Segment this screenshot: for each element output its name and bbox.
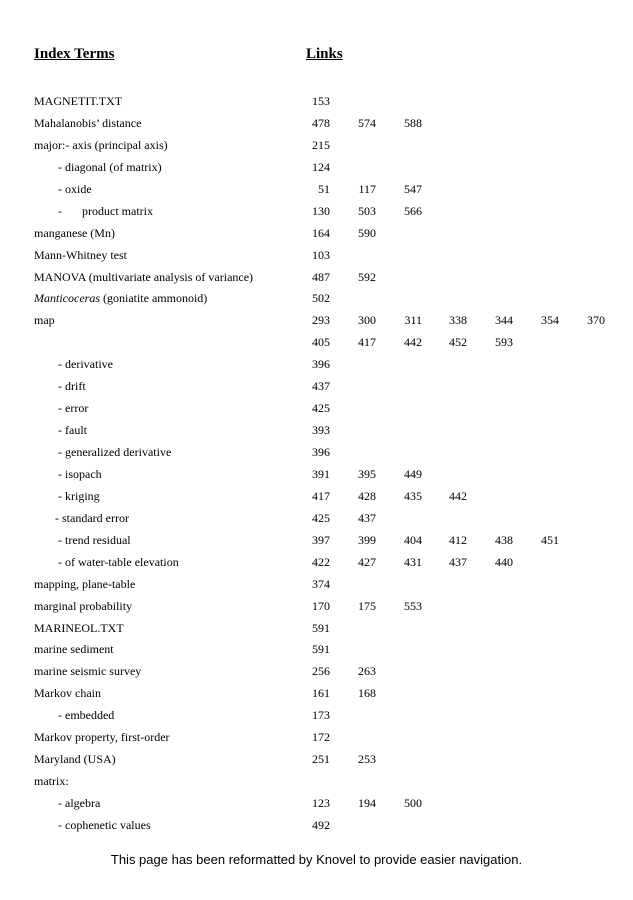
index-term: marine seismic survey xyxy=(34,664,142,679)
index-term: - algebra xyxy=(58,796,101,810)
page-link[interactable]: 417 xyxy=(312,488,330,503)
page-link[interactable]: 253 xyxy=(358,752,376,767)
index-term: - generalized derivative xyxy=(58,445,172,459)
index-term-dash: - xyxy=(58,203,62,218)
page-link[interactable]: 425 xyxy=(312,510,330,525)
index-term xyxy=(34,288,207,310)
page-link[interactable]: 502 xyxy=(312,291,330,306)
page-link[interactable]: 593 xyxy=(495,335,513,350)
index-row xyxy=(0,574,633,596)
index-term: - standard error xyxy=(55,510,129,525)
page-link[interactable]: 399 xyxy=(358,532,376,547)
index-list xyxy=(0,91,633,837)
index-term-sub: product matrix xyxy=(82,203,153,218)
index-row xyxy=(0,420,633,442)
index-term: - cophenetic values xyxy=(58,817,151,832)
page-link[interactable]: 251 xyxy=(312,752,330,767)
index-term: - isopach xyxy=(58,466,102,481)
page-link[interactable]: 425 xyxy=(312,401,330,416)
index-row xyxy=(0,639,633,661)
page-link[interactable]: 451 xyxy=(541,532,559,547)
page-link[interactable]: 405 xyxy=(312,335,330,350)
index-term: - kriging xyxy=(58,488,100,503)
index-term: - error xyxy=(58,401,89,416)
page-link[interactable]: 153 xyxy=(312,94,330,108)
page-link[interactable]: 300 xyxy=(358,313,376,328)
page-link[interactable]: 124 xyxy=(312,159,330,174)
page-link[interactable]: 117 xyxy=(358,181,376,196)
index-term: Markov property, first-order xyxy=(34,730,170,745)
index-row xyxy=(0,398,633,420)
page-link[interactable]: 547 xyxy=(404,181,422,196)
index-term: major:- axis (principal axis) xyxy=(34,137,168,152)
index-row xyxy=(0,201,633,223)
page-link[interactable]: 417 xyxy=(358,335,376,350)
page-link[interactable]: 293 xyxy=(312,313,330,328)
index-term: Markov chain xyxy=(34,686,101,701)
page-link[interactable]: 428 xyxy=(358,488,376,503)
page-link[interactable]: 175 xyxy=(358,598,376,613)
page-link[interactable]: 590 xyxy=(358,225,376,240)
page-link[interactable]: 103 xyxy=(312,247,330,262)
index-term: Mahalanobis’ distance xyxy=(34,115,142,130)
page-link[interactable]: 397 xyxy=(312,532,330,547)
page-link[interactable]: 591 xyxy=(312,642,330,657)
index-row xyxy=(0,135,633,157)
page-link[interactable]: 161 xyxy=(312,686,330,701)
page-link[interactable]: 500 xyxy=(404,796,422,810)
page-link[interactable]: 172 xyxy=(312,730,330,745)
page-link[interactable]: 130 xyxy=(312,203,330,218)
page-link[interactable]: 123 xyxy=(312,796,330,810)
index-row xyxy=(0,661,633,683)
index-term: MANOVA (multivariate analysis of variance) xyxy=(34,269,254,284)
index-term: marginal probability xyxy=(34,598,133,613)
page-link[interactable]: 492 xyxy=(312,817,330,832)
index-term: mapping, plane-table xyxy=(34,576,136,591)
page-link[interactable]: 396 xyxy=(312,445,330,459)
index-row xyxy=(0,793,633,815)
index-term: MARINEOL.TXT xyxy=(34,620,124,635)
index-row xyxy=(0,552,633,574)
page-link[interactable]: 354 xyxy=(541,313,559,328)
index-terms-header: Index Terms xyxy=(34,46,115,62)
page-link[interactable]: 338 xyxy=(449,313,467,328)
index-row xyxy=(0,749,633,771)
index-row xyxy=(0,771,633,793)
index-row xyxy=(0,113,633,135)
page-link[interactable]: 422 xyxy=(312,554,330,569)
page-link[interactable]: 370 xyxy=(587,313,605,328)
index-term-rest: (goniatite ammonoid) xyxy=(99,291,208,306)
index-row xyxy=(0,486,633,508)
index-row xyxy=(0,618,633,640)
index-row xyxy=(0,288,633,310)
page-link[interactable]: 256 xyxy=(312,664,330,679)
index-term: Mann-Whitney test xyxy=(34,247,127,262)
index-row xyxy=(0,223,633,245)
page-link[interactable]: 168 xyxy=(358,686,376,701)
index-row xyxy=(0,442,633,464)
page-link[interactable]: 442 xyxy=(404,335,422,350)
page-link[interactable]: 478 xyxy=(312,115,330,130)
page-link[interactable]: 396 xyxy=(312,357,330,372)
index-term: - derivative xyxy=(58,357,113,372)
index-row xyxy=(0,727,633,749)
index-row xyxy=(0,332,633,354)
index-term: - embedded xyxy=(58,708,115,723)
index-term: - trend residual xyxy=(58,532,131,547)
page-link[interactable]: 442 xyxy=(449,488,467,503)
page-link[interactable]: 427 xyxy=(358,554,376,569)
page-link[interactable]: 487 xyxy=(312,269,330,284)
page-link[interactable]: 164 xyxy=(312,225,330,240)
page-link[interactable]: 170 xyxy=(312,598,330,613)
index-term: - fault xyxy=(58,423,87,438)
page-link[interactable]: 51 xyxy=(318,181,330,196)
index-row xyxy=(0,245,633,267)
page-link[interactable]: 311 xyxy=(404,313,422,328)
index-row xyxy=(0,815,633,837)
page-link[interactable]: 440 xyxy=(495,554,513,569)
index-row xyxy=(0,91,633,113)
page-link[interactable]: 591 xyxy=(312,620,330,635)
index-row xyxy=(0,464,633,486)
index-row xyxy=(0,530,633,552)
page-link[interactable]: 391 xyxy=(312,466,330,481)
index-term xyxy=(58,201,153,223)
page-link[interactable]: 404 xyxy=(404,532,422,547)
index-row xyxy=(0,267,633,289)
page-link[interactable]: 412 xyxy=(449,532,467,547)
index-term: manganese (Mn) xyxy=(34,225,115,240)
index-row xyxy=(0,354,633,376)
page-link[interactable]: 431 xyxy=(404,554,422,569)
page-link[interactable]: 588 xyxy=(404,115,422,130)
index-term-italic: Manticoceras xyxy=(34,291,100,306)
page-link[interactable]: 437 xyxy=(312,379,330,394)
index-term: Maryland (USA) xyxy=(34,752,116,767)
page-link[interactable]: 215 xyxy=(312,137,330,152)
index-term: - oxide xyxy=(58,181,92,196)
page-link[interactable]: 395 xyxy=(358,466,376,481)
index-row xyxy=(0,683,633,705)
index-row xyxy=(0,508,633,530)
page-link[interactable]: 452 xyxy=(449,335,467,350)
page-link[interactable]: 435 xyxy=(404,488,422,503)
index-term: marine sediment xyxy=(34,642,114,657)
page-link[interactable]: 553 xyxy=(404,598,422,613)
page-link[interactable]: 566 xyxy=(404,203,422,218)
page-link[interactable]: 263 xyxy=(358,664,376,679)
page-link[interactable]: 437 xyxy=(358,510,376,525)
index-row xyxy=(0,310,633,332)
index-row xyxy=(0,179,633,201)
index-term: map xyxy=(34,313,55,328)
index-term: - drift xyxy=(58,379,86,394)
index-term: matrix: xyxy=(34,774,69,789)
page-link[interactable]: 374 xyxy=(312,576,330,591)
page-link[interactable]: 574 xyxy=(358,115,376,130)
page-link[interactable]: 592 xyxy=(358,269,376,284)
index-row xyxy=(0,596,633,618)
knovel-footer-note: This page has been reformatted by Knovel to provide easier navigation. xyxy=(110,852,523,867)
index-row xyxy=(0,376,633,398)
page-link[interactable]: 393 xyxy=(312,423,330,438)
page-link[interactable]: 503 xyxy=(358,203,376,218)
index-term: MAGNETIT.TXT xyxy=(34,94,123,108)
page-link[interactable]: 173 xyxy=(312,708,330,723)
page-link[interactable]: 344 xyxy=(495,313,513,328)
page-link[interactable]: 437 xyxy=(449,554,467,569)
page-link[interactable]: 194 xyxy=(358,796,376,810)
page-link[interactable]: 449 xyxy=(404,466,422,481)
index-term: - of water-table elevation xyxy=(58,554,179,569)
index-row xyxy=(0,705,633,727)
page-link[interactable]: 438 xyxy=(495,532,513,547)
index-term: - diagonal (of matrix) xyxy=(58,159,162,174)
links-header: Links xyxy=(306,46,343,62)
index-row xyxy=(0,157,633,179)
